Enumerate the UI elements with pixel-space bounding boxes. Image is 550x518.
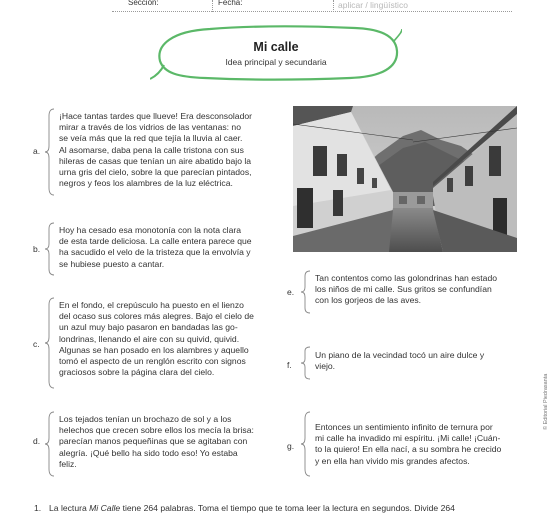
paragraph-line: helechos que crecen sobre ellos los mecía la brisa: bbox=[59, 425, 254, 436]
paragraph-letter-e: e. bbox=[287, 287, 295, 297]
paragraph-letter-f: f. bbox=[287, 360, 292, 370]
skill-label: aplicar / lingüístico bbox=[338, 0, 408, 10]
paragraph-g bbox=[315, 422, 501, 467]
paragraph-line: y en ella han vivido mis grandes afectos. bbox=[315, 455, 470, 466]
paragraph-line: urna gris del cielo, sobre la que parecían pintados, bbox=[59, 167, 252, 178]
paragraph-d bbox=[59, 414, 254, 470]
paragraph-line: Hoy ha cesado esa monotonía con la nota clara bbox=[59, 225, 242, 235]
paragraph-line: Los tejados tenían un brochazo de sol y a los bbox=[59, 414, 232, 424]
paragraph-letter-b: b. bbox=[33, 244, 41, 254]
paragraph-line: ¡Hace tantas tardes que llueve! Era desconsolador bbox=[59, 111, 252, 121]
paragraph-f bbox=[315, 350, 484, 372]
paragraph-line: graciosos sobre la página clara del cielo. bbox=[59, 367, 215, 378]
paragraph-letter-a: a. bbox=[33, 146, 41, 156]
brace-d bbox=[44, 411, 56, 477]
page-title: Mi calle bbox=[253, 40, 299, 54]
paragraph-letter-g: g. bbox=[287, 441, 295, 451]
paragraph-line: Entonces un sentimiento infinito de ternura por bbox=[315, 422, 493, 432]
paragraph-line: mi calle ha invadido mi espíritu. ¡Mi calle! ¡Cuán- bbox=[315, 433, 501, 444]
brace-f bbox=[300, 346, 312, 380]
banner-outline bbox=[150, 23, 402, 85]
paragraph-line: con los gorjeos de las aves. bbox=[315, 295, 422, 306]
paragraph-line: tomó el aspecto de un renglón escrito con signos bbox=[59, 356, 246, 367]
header-underline bbox=[112, 11, 512, 12]
question-1 bbox=[34, 503, 455, 513]
paragraph-line: londrinas, llenando el aire con su quivid, quivid. bbox=[59, 333, 240, 344]
paragraph-line: viejo. bbox=[315, 361, 336, 372]
paragraph-line: to la quiero! En ella nací, a su sombra he crecido bbox=[315, 444, 502, 455]
paragraph-line: mirar a través de los vidrios de las ventanas: no bbox=[59, 122, 241, 133]
page-subtitle: Idea principal y secundaria bbox=[225, 57, 327, 67]
paragraph-line: negros y feos los alambres de la luz eléctrica. bbox=[59, 178, 233, 189]
brace-a bbox=[44, 108, 56, 196]
paragraph-line: Un piano de la vecindad tocó un aire dulce y bbox=[315, 350, 485, 360]
brace-b bbox=[44, 222, 56, 276]
paragraph-line: se veía más que la red que tejía la lluvia al caer. bbox=[59, 133, 243, 144]
question-text-pre: La lectura bbox=[49, 503, 90, 513]
brace-c bbox=[44, 297, 56, 389]
street-photo bbox=[293, 106, 517, 252]
paragraph-line: Al asomarse, daba pena la calle tristona con sus bbox=[59, 144, 244, 155]
paragraph-line: feliz. bbox=[59, 458, 77, 469]
paragraph-line: los niños de mi calle. Sus gritos se confundían bbox=[315, 284, 492, 295]
brace-e bbox=[300, 270, 312, 314]
paragraph-line: hileras de casas que tenían un aire abatido bajo la bbox=[59, 155, 252, 166]
paragraph-line: un azul muy bajo pasaron en bandadas las go- bbox=[59, 322, 238, 333]
paragraph-line: del ocaso sus colores más alegres. Bajo el cielo de bbox=[59, 311, 254, 322]
paragraph-line: En el fondo, el crepúsculo ha puesto en el lienzo bbox=[59, 300, 244, 310]
question-text-post: tiene 264 palabras. Toma el tiempo que te toma leer la lectura en segundos. Divide 264 bbox=[120, 503, 455, 513]
paragraph-line: parecían manos pequeñinas que se agitaban con bbox=[59, 436, 248, 447]
publisher-credit: © Editorial Piedrasanta bbox=[543, 373, 549, 430]
paragraph-line: Tan contentos como las golondrinas han estado bbox=[315, 273, 498, 283]
paragraph-line: alegría. ¡Qué bello ha sido todo eso! Yo estaba bbox=[59, 447, 238, 458]
paragraph-letter-d: d. bbox=[33, 436, 41, 446]
brace-g bbox=[300, 411, 312, 477]
title-banner bbox=[150, 23, 402, 85]
paragraph-line: se hubiese puesto a cantar. bbox=[59, 258, 165, 269]
question-number: 1. bbox=[34, 503, 42, 513]
paragraph-a bbox=[59, 111, 252, 189]
paragraph-line: de esta tarde deliciosa. La calle entera parece que bbox=[59, 236, 252, 247]
paragraph-c bbox=[59, 300, 254, 378]
question-reading-title: Mi Calle bbox=[89, 503, 121, 513]
fecha-label: Fecha: bbox=[218, 0, 243, 7]
paragraph-line: ha sacudido el velo de la tristeza que la envolvía y bbox=[59, 247, 251, 258]
paragraph-letter-c: c. bbox=[33, 339, 40, 349]
paragraph-line: Algunas se han posado en los alambres y aquello bbox=[59, 344, 249, 355]
paragraph-e bbox=[315, 273, 497, 307]
seccion-label: Sección: bbox=[128, 0, 159, 7]
paragraph-b bbox=[59, 225, 252, 270]
worksheet-header bbox=[0, 0, 550, 14]
